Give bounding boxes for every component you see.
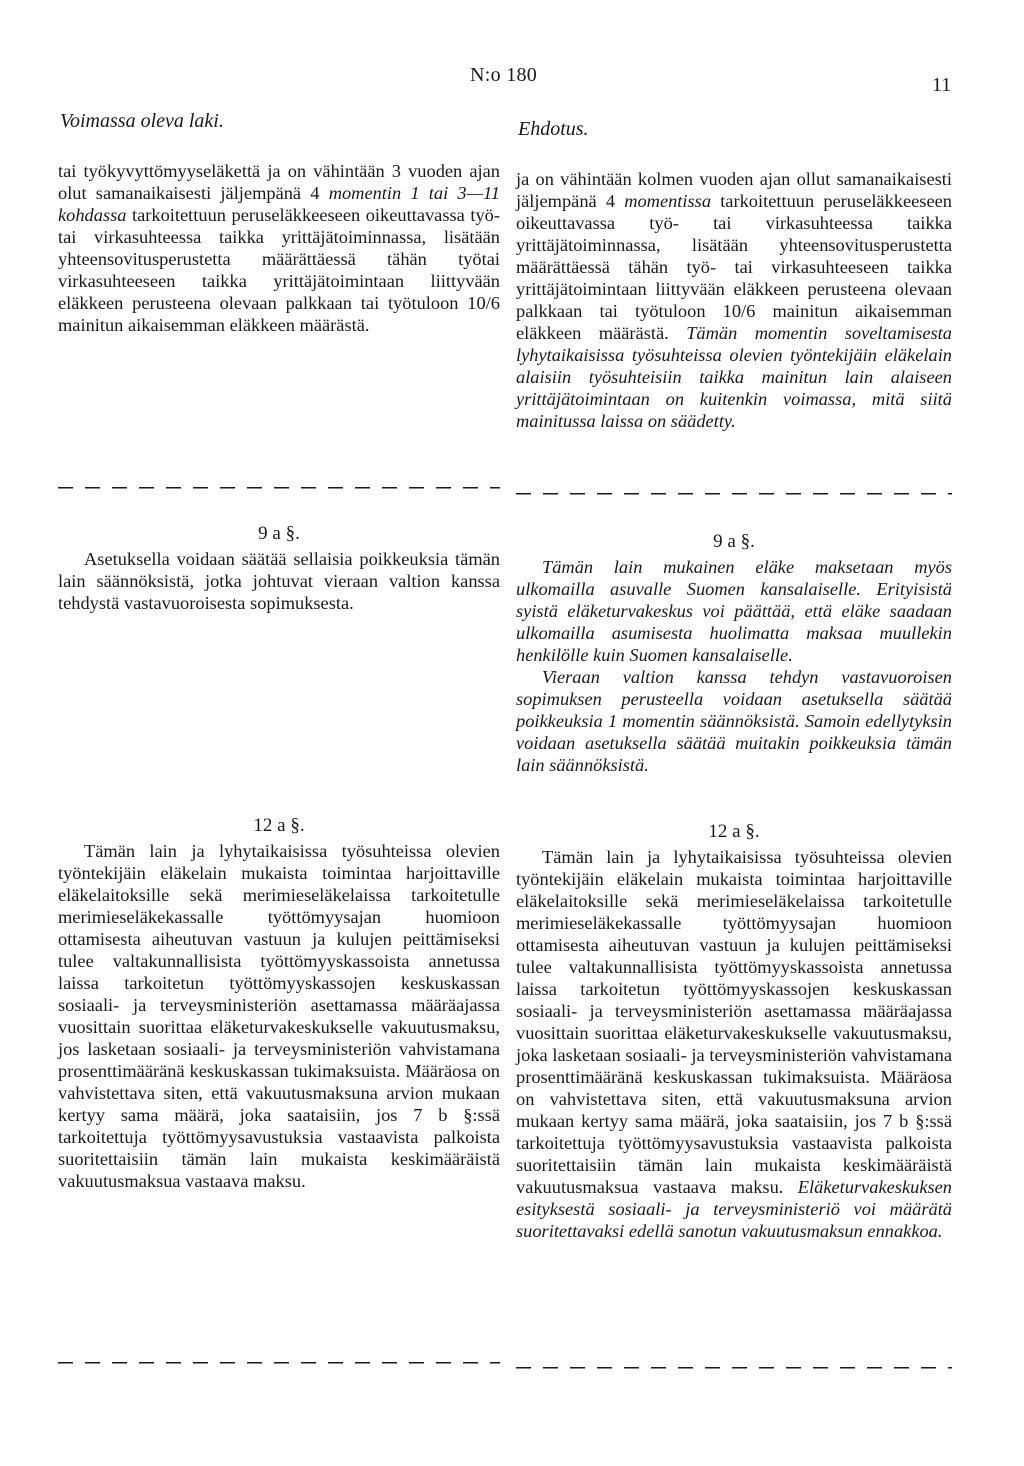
intro-text-italic: Tämän momentin soveltamisesta lyhytaikaisissa työsuhteissa olevien työntekijäin eläkelain alaisiin työsuhteisiin taikka mainitun lain alaiseen yrittäjätoimintaan on kuitenkin voimassa, mitä siitä mainitussa laissa on säädetty. (516, 323, 952, 431)
section-divider (58, 486, 500, 490)
proposal-intro (516, 168, 952, 432)
section-divider (516, 1366, 952, 1370)
intro-text: ja on vähintään kolmen vuoden ajan ollut samanaikaisesti jäljempänä 4 (516, 169, 952, 211)
current-law-heading: Voimassa oleva laki. (60, 110, 224, 132)
section-title-12a: 12 a §. (708, 821, 760, 842)
section-title-12a: 12 a §. (253, 815, 305, 836)
section-text: Tämän lain ja lyhytaikaisissa työsuhteissa olevien työntekijäin eläkelain mukaista toimintaa harjoittaville eläkelaitoksille sekä merimieseläkelaissa tarkoitetulle merimieseläkekassalle työttömyysajan huomioon ottamisesta aiheutuvan vastuun ja kulujen peittämiseksi tulee valtakunnallisista työttömyyskassoista annetussa laissa tarkoitetun työttömyyskassojen keskuskassan sosiaali- ja terveysministeriön asettamassa määräajassa vuosittain suorittaa eläketurvakeskukselle vakuutusmaksu, jos lasketaan sosiaali- ja terveysministeriön vahvistamana prosenttimääränä keskuskassan tukimaksuista. Määräosa on vahvistettava siten, että vakuutusmaksuna arvion mukaan kertyy sama määrä, joka saataisiin, jos 7 b §:ssä tarkoitettuja työttömyysavustuksia vastaavista palkoista suoritettaisiin tämän lain mukaista keskimääräistä vakuutusmaksua vastaava maksu. (58, 841, 500, 1191)
proposal-heading: Ehdotus. (518, 118, 589, 140)
section-text-italic: Tämän lain mukainen eläke maksetaan myös ulkomailla asuvalle Suomen kansalaiselle. Erityisistä syistä eläketurvakeskus voi päättää, että eläke saadaan ulkomailla asumisesta huolimatta maksaa muullekin henkilölle kuin Suomen kansalaiselle. (516, 557, 952, 665)
page-number: 11 (932, 74, 952, 96)
intro-text: tai työkyvyttömyyseläkettä ja on vähintään 3 vuoden ajan olut samanaikaisesti jäljempänä 4 (58, 161, 500, 203)
section-title-9a: 9 a §. (713, 531, 755, 552)
section-text: Tämän lain ja lyhytaikaisissa työsuhteissa olevien työntekijäin eläkelain mukaista toimintaa harjoittaville eläkelaitoksille sekä merimieseläkelaissa tarkoitetulle merimieseläkekassalle työttömyysajan huomioon ottamisesta aiheutuvan vastuun ja kulujen peittämiseksi tulee valtakunnallisista työttömyyskassoista annetussa laissa tarkoitetun työttömyyskassojen keskuskassan sosiaali- ja terveysministeriön asettamassa määräajassa vuosittain suorittaa eläketurvakeskukselle vakuutusmaksu, joka lasketaan sosiaali- ja terveysministeriön vahvistamana prosenttimääränä keskuskassan tukimaksuista. Määräosa on vahvistettava siten, että vakuutusmaksuna arvion mukaan kertyy sama määrä, joka saataisiin, jos 7 b §:ssä tarkoitettuja työttömyysavustuksia vastaavista palkoista suoritettaisiin tämän lain mukaista keskimääräistä vakuutusmaksua vastaava maksu. (516, 847, 952, 1197)
section-divider (58, 1361, 500, 1365)
intro-text-italic: momentin 1 tai 3—11 kohdassa (58, 183, 500, 225)
proposal-section-12a (516, 820, 952, 1242)
section-text: Asetuksella voidaan säätää sellaisia poikkeuksia tämän lain säännöksistä, jotka johtuvat vieraan valtion kanssa tehdystä vastavuoroisesta sopimuksesta. (58, 549, 500, 613)
intro-text: tarkoitettuun peruseläkkeeseen oikeuttavassa työ- tai virkasuhteessa taikka yrittäjätoiminnassa, lisätään yhteensovitusperustetta määrättäessä tähän työtai virkasuhteeseen taikka yrittäjätoimintaan liittyvään eläkkeen perusteena olevaan palkkaan tai työtuloon 10/6 mainitun aikaisemman eläkkeen määrästä. (58, 205, 500, 335)
section-title-9a: 9 a §. (258, 523, 300, 544)
section-text-italic: Vieraan valtion kanssa tehdyn vastavuoroisen sopimuksen perusteella voidaan asetuksella säätää poikkeuksia 1 momentin säännöksistä. Samoin edellytyksin voidaan asetuksella säätää muitakin poikkeuksia tämän lain säännöksistä. (516, 667, 952, 775)
current-law-section-12a (58, 814, 500, 1192)
intro-text-italic: momentissa (624, 191, 712, 211)
current-law-intro (58, 160, 500, 336)
current-law-section-9a (58, 522, 500, 614)
section-divider (516, 492, 952, 496)
intro-text: tarkoitettuun peruseläkkeeseen oikeuttavassa työ- tai virkasuhteessa taikka yrittäjätoiminnassa, lisätään yhteensovitusperustetta määrättäessä tähän työ- tai virkasuhteeseen taikka yrittäjätoimintaan liittyvään eläkkeen perusteena olevaan palkkaan tai työtuloon 10/6 mainitun aikaisemman eläkkeen määrästä. (516, 191, 952, 343)
proposal-section-9a (516, 530, 952, 776)
document-number: N:o 180 (470, 64, 538, 86)
page-header (0, 0, 1024, 110)
section-text-italic: Eläketurvakeskuksen esityksestä sosiaali- ja terveysministeriö voi määrätä suoritettavaksi edellä sanotun vakuutusmaksun ennakkoa. (516, 1177, 952, 1241)
